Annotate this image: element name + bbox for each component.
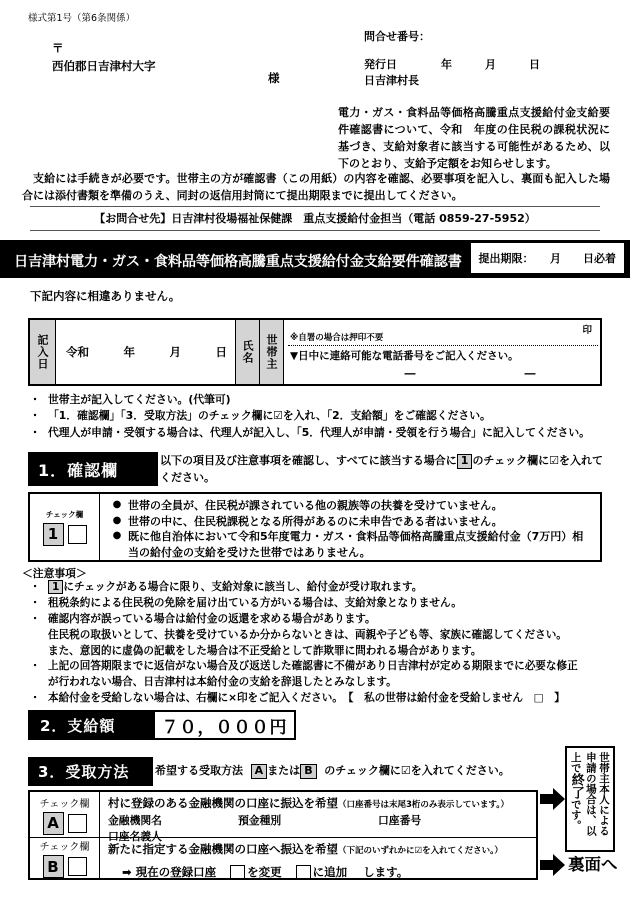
phone-input-row[interactable]	[290, 367, 590, 380]
list-item-label: 租税条約による住民税の免除を届け出ている方がいる場合は、支給対象となりません。	[48, 596, 462, 609]
check-pair	[43, 855, 87, 878]
section-3-description-part-b: のチェック欄に☑を入れてください。	[324, 764, 510, 777]
section-3-box	[28, 790, 538, 880]
bullet-marker: ・	[29, 581, 41, 593]
entry-date-label: 記入日	[30, 320, 56, 384]
recipient-address: 西伯郡日吉津村大字	[52, 59, 156, 73]
checkbox-a[interactable]	[68, 814, 87, 833]
bullet-marker: ・	[29, 660, 41, 673]
list-item-label: 本給付金を受給しない場合は、右欄に×印をご記入ください。 【 私の世帯は給付金を受給しません □ 】	[48, 692, 565, 705]
declaration-text: 下記内容に相違ありません。	[30, 289, 181, 303]
option-a-title: 村に登録のある金融機関の口座に振込を希望	[108, 796, 338, 810]
option-a-check-column	[30, 792, 100, 837]
check-pair	[43, 523, 87, 546]
option-a-row	[30, 792, 536, 843]
seal-mark: 印	[582, 325, 592, 336]
vertical-note-line-2: 申請の場合は、以	[584, 752, 597, 836]
check-column-label: チェック欄	[45, 509, 84, 519]
account-number-label: 口座番号	[378, 814, 422, 827]
option-b-note: （下記のいずれかに☑を入れてください。）	[338, 846, 503, 856]
bullet-marker: ・	[29, 596, 41, 609]
checkbox-1[interactable]	[68, 525, 87, 544]
title-bar	[0, 240, 630, 278]
phone-dash-2: ―	[524, 367, 536, 380]
option-a-title-row	[108, 795, 530, 811]
option-b-box: B	[300, 764, 316, 779]
option-a-fields	[108, 813, 530, 828]
option-b-row	[30, 838, 536, 878]
check-column-label: チェック欄	[39, 798, 90, 810]
check-pair	[43, 812, 87, 835]
list-item	[22, 691, 622, 707]
section-1-heading: 1．確認欄	[28, 452, 158, 486]
list-item-label: 確認内容が誤っている場合は給付金の返還を求める場合があります。	[48, 612, 376, 625]
intro-paragraph-full: 支給には手続きが必要です。世帯主の方が確認書（この用紙）の内容を確認、必要事項を記入し、裏面も記入した場合には添付書類を準備のうえ、同封の返信用封筒にて提出期限までに提出してください。	[22, 172, 610, 203]
section-2-heading: 2．支給額	[28, 710, 153, 740]
page-title: 日吉津村電力・ガス・食料品等価格高騰重点支援給付金支給要件確認書	[14, 254, 462, 270]
list-item	[22, 408, 622, 424]
vertical-note-line-3-emphasis: 終了	[568, 773, 584, 799]
caution-inline-box: 1	[48, 580, 63, 594]
change-label: を変更	[247, 865, 282, 879]
check-letter-b: B	[43, 855, 64, 878]
bullet-dot-icon: ●	[112, 530, 122, 542]
list-item	[22, 612, 622, 628]
issue-date: 発行日 年 月 日	[364, 58, 540, 71]
list-item	[106, 514, 594, 530]
section-3-heading: 3．受取方法	[28, 757, 153, 786]
caution-heading: ＜注意事項＞	[22, 567, 87, 580]
issuer-name: 日吉津村長	[364, 74, 419, 87]
list-item	[22, 425, 622, 441]
option-b-title: 新たに指定する金融機関の口座へ振込を希望	[108, 842, 338, 856]
section-3-description	[155, 762, 510, 779]
section-3-description-part-a: 希望する受取方法	[155, 764, 243, 777]
account-holder-label: 口座名義人	[108, 830, 162, 843]
arrow-right-icon: ➡	[122, 865, 132, 879]
entry-date-field[interactable]: 令和 年 月 日	[56, 320, 236, 384]
instruction-list	[22, 392, 622, 441]
list-item-label: 既に他自治体において令和5年度電力・ガス・食料品等価格高騰重点支援給付金（7万円）相	[128, 530, 584, 544]
list-item	[22, 392, 622, 408]
contact-band: 【お問合せ先】日吉津村役場福祉保健課 重点支援給付金担当（電話 0859-27-5952）	[30, 206, 600, 231]
list-item-continuation: 当の給付金の支給を受けた世帯ではありません。	[128, 545, 371, 559]
option-a-body	[100, 792, 536, 843]
arrow-right-icon-2	[540, 852, 566, 878]
option-a-note: （口座番号は末尾3桁のみ表示しています。）	[338, 800, 509, 810]
recipient-honorific: 様	[268, 71, 280, 85]
list-item-label: 上記の回答期限までに返信がない場合及び返送した確認書に不備があり日吉津村が定める期限までに必要な修正	[48, 660, 578, 673]
list-item-label: 世帯の全員が、住民税が課されている他の親族等の扶養を受けていません。	[128, 499, 503, 512]
list-item-label: 世帯の中に、住民税課税となる所得があるのに未申告である者はいません。	[128, 514, 503, 528]
vertical-note-line-3-pre: 上で	[569, 752, 582, 773]
check-letter-a: A	[43, 812, 64, 835]
bullet-dot-icon: ●	[112, 499, 122, 510]
vertical-note-line-1: 世帯主本人による	[598, 752, 610, 836]
list-item-sub: が行われない場合、日吉津村は本給付金の支給を辞退したとみなします。	[48, 676, 397, 689]
payment-amount: ７０，０００円	[153, 710, 296, 740]
backside-link: 裏面へ	[568, 855, 618, 874]
section-1-description-part-a: 以下の項目及び注意事項を確認し、すべてに該当する場合に	[160, 454, 457, 467]
intro-paragraph-right: 電力・ガス・食料品等価格高騰重点支援給付金支給要件確認書について、令和 年度の住民税の課税状況に基づき、支給対象者に該当する可能性があるため、以下のとおり、支給予定額をお知らせします。	[338, 106, 610, 171]
list-item	[22, 659, 622, 675]
bullet-marker: ・	[29, 425, 41, 439]
change-suffix-label: します。	[363, 865, 409, 879]
checkbox-add[interactable]	[296, 865, 311, 880]
bullet-dot-icon: ●	[112, 514, 122, 526]
caution-text: にチェックがある場合に限り、支給対象に該当し、給付金が受け取れます。	[63, 581, 423, 593]
seal-note: ※自署の場合は押印不要	[290, 333, 384, 343]
list-item-label: 代理人が申請・受領する場合は、代理人が記入し、「5．代理人が申請・受領を行う場合」に記入してください。	[48, 425, 590, 439]
submission-deadline: 提出期限： 月 日必着	[471, 243, 625, 273]
section-3-or: または	[267, 764, 301, 777]
option-b-check-column	[30, 838, 100, 878]
section-1-inline-box: 1	[457, 454, 473, 469]
bullet-marker: ・	[29, 409, 41, 423]
section-1-description-part-b: のチェック欄に☑を入れてください。	[160, 454, 603, 484]
phone-dash-1: ―	[404, 367, 416, 380]
list-item	[22, 580, 622, 596]
list-item-label: 「1．確認欄」「3．受取方法」のチェック欄に☑を入れ、「2．支給額」をご確認ください。	[48, 409, 491, 423]
checkbox-change[interactable]	[230, 865, 245, 880]
list-item	[106, 529, 594, 545]
option-a-box: A	[251, 764, 268, 779]
add-label: に追加	[312, 865, 348, 879]
bullet-marker: ・	[29, 612, 41, 625]
option-b-title-row	[108, 841, 530, 857]
checkbox-b[interactable]	[68, 857, 87, 876]
list-item	[106, 498, 594, 514]
name-label: 氏名	[236, 320, 260, 384]
signature-divider	[288, 345, 598, 346]
check-column-label: チェック欄	[39, 842, 90, 853]
arrow-right-icon-1	[540, 786, 566, 812]
bank-name-label: 金融機関名	[108, 814, 162, 827]
householder-label: 世帯主	[260, 320, 284, 384]
inquiry-number-label: 問合せ番号：	[364, 30, 430, 43]
list-item	[22, 596, 622, 612]
check-letter-1: 1	[43, 523, 64, 546]
bullet-marker: ・	[29, 393, 41, 406]
section-1-description	[160, 453, 608, 486]
account-type-label: 預金種別	[238, 814, 282, 827]
entry-table	[28, 318, 602, 386]
household-completion-note	[565, 746, 615, 852]
vertical-note-line-3-post: です。	[569, 799, 582, 831]
list-item-label: 世帯主が記入してください。(代筆可)	[48, 393, 231, 406]
postal-mark: 〒	[52, 41, 64, 55]
section-1-box	[28, 492, 602, 562]
current-account-label: 現在の登録口座	[135, 865, 217, 879]
section-1-condition-list	[100, 494, 600, 560]
list-item-sub: また、意図的に虚偽の記載をした場合は不正受給として詐欺罪に問われる場合があります。	[48, 644, 482, 657]
option-b-body	[100, 838, 536, 878]
form-number: 様式第1号（第6条関係）	[28, 13, 136, 24]
option-b-change-row	[108, 864, 530, 880]
bullet-marker: ・	[29, 692, 41, 705]
signature-field[interactable]	[284, 320, 600, 384]
list-item-label	[48, 580, 622, 596]
caution-list	[22, 580, 622, 707]
list-item-sub: 住民税の取扱いとして、扶養を受けているか分からないときは、両親や子ども等、家族に確認してください。	[48, 628, 567, 641]
section-1-check-column	[30, 494, 100, 560]
phone-note: ▼日中に連絡可能な電話番号をご記入ください。	[290, 350, 519, 362]
